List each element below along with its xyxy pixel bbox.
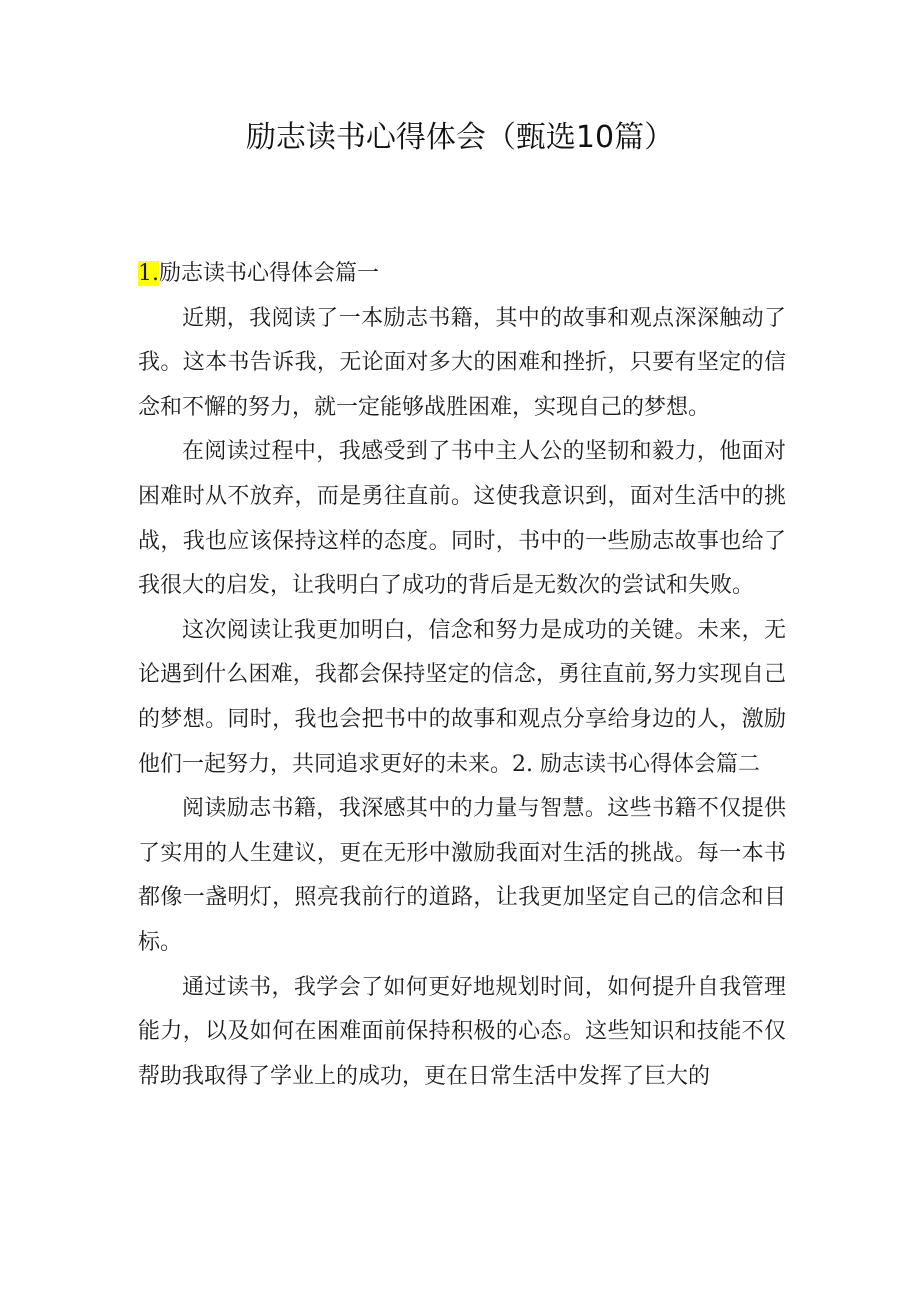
paragraph: 近期，我阅读了一本励志书籍，其中的故事和观点深深触动了我。这本书告诉我，无论面对多大的困难和挫折，只要有坚定的信念和不懈的努力，就一定能够战胜困难，实现自己的梦想。 xyxy=(138,305,786,420)
paragraph: 在阅读过程中，我感受到了书中主人公的坚韧和毅力，他面对困难时从不放弃，而是勇往直前。这使我意识到，面对生活中的挑战，我也应该保持这样的态度。同时，书中的一些励志故事也给了我很大的启发，让我明白了成功的背后是无数次的尝试和失败。 xyxy=(138,439,786,599)
section-heading xyxy=(138,252,786,297)
section-heading-text: 励志读书心得体会篇一 xyxy=(159,261,380,286)
paragraph: 阅读励志书籍，我深感其中的力量与智慧。这些书籍不仅提供了实用的人生建议，更在无形中激励我面对生活的挑战。每一本书都像一盏明灯，照亮我前行的道路，让我更加坚定自己的信念和目标。 xyxy=(138,796,786,955)
document-title: 励志读书心得体会（甄选10篇） xyxy=(245,120,675,155)
paragraph: 这次阅读让我更加明白，信念和努力是成功的关键。未来，无论遇到什么困难，我都会保持坚定的信念，勇往直前,努力实现自己的梦想。同时，我也会把书中的故事和观点分享给身边的人，激励他们一起努力，共同追求更好的未来。2. 励志读书心得体会篇二 xyxy=(138,617,786,777)
highlighted-section-number: 1. xyxy=(138,261,159,286)
paragraph: 通过读书，我学会了如何更好地规划时间，如何提升自我管理能力，以及如何在困难面前保持积极的心态。这些知识和技能不仅帮助我取得了学业上的成功，更在日常生活中发挥了巨大的 xyxy=(138,974,786,1089)
document-body xyxy=(138,252,786,1099)
